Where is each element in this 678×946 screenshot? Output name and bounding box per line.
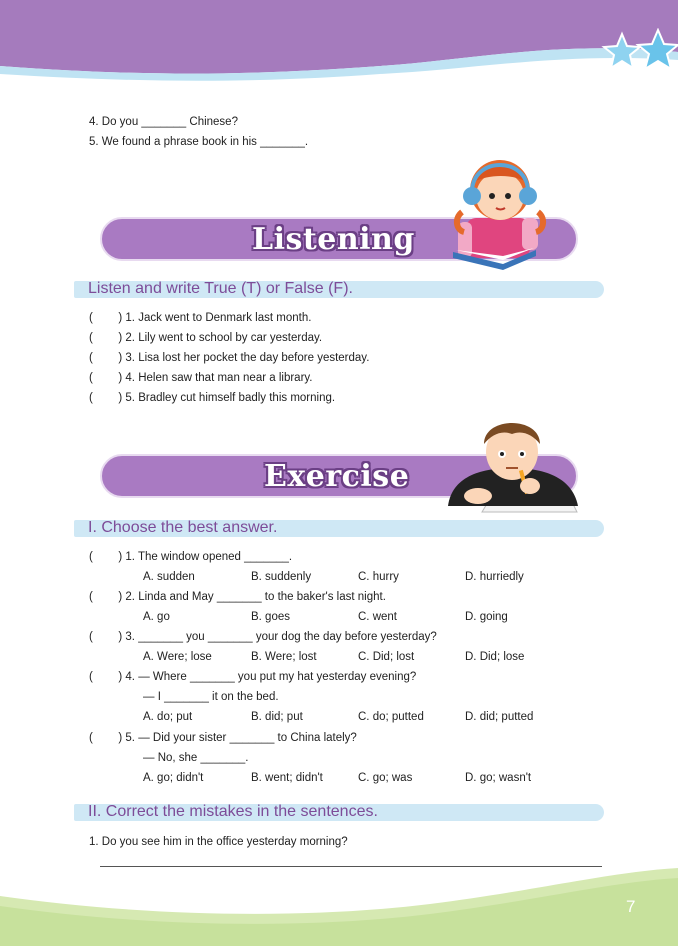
correction-item-1: 1. Do you see him in the office yesterday morning? [89, 836, 348, 848]
q2-option-d: D. going [465, 611, 508, 623]
q3-option-b: B. Were; lost [251, 651, 317, 663]
q1-option-d: D. hurriedly [465, 571, 524, 583]
q4-option-a: A. do; put [143, 711, 193, 723]
listening-item-5: ( ) 5. Bradley cut himself badly this morning. [89, 392, 336, 404]
q5-option-b: B. went; didn't [251, 772, 323, 784]
listening-item-1: ( ) 1. Jack went to Denmark last month. [89, 312, 312, 324]
star-icon [600, 28, 678, 83]
mc-question-5: ( ) 5. — Did your sister _______ to China lately? [89, 732, 357, 744]
page-number: 7 [626, 897, 636, 916]
exercise-title: Exercise [264, 459, 410, 494]
header-wave [0, 0, 678, 90]
mc-question-4: ( ) 4. — Where _______ you put my hat yesterday evening? [89, 671, 417, 683]
q4-option-b: B. did; put [251, 711, 303, 723]
listening-item-2: ( ) 2. Lily went to school by car yesterday. [89, 332, 323, 344]
section-1-bar [74, 520, 604, 537]
q5-option-d: D. go; wasn't [465, 772, 532, 784]
q1-option-c: C. hurry [358, 571, 399, 583]
mc-question-1: ( ) 1. The window opened _______. [89, 551, 293, 563]
section-2-bar [74, 804, 604, 821]
q1-option-b: B. suddenly [251, 571, 312, 583]
q2-option-c: C. went [358, 611, 397, 623]
q5-option-a: A. go; didn't [143, 772, 204, 784]
q3-option-a: A. Were; lose [143, 651, 212, 663]
section-1-title: I. Choose the best answer. [88, 519, 278, 536]
mc-question-2: ( ) 2. Linda and May _______ to the baker's last night. [89, 591, 386, 603]
question-4: 4. Do you _______ Chinese? [89, 116, 238, 128]
section-2-title: II. Correct the mistakes in the sentences. [88, 803, 378, 820]
girl-reading-illustration [448, 152, 558, 270]
listening-instruction-bar [74, 281, 604, 298]
q4-option-c: C. do; putted [358, 711, 424, 723]
q2-option-b: B. goes [251, 611, 290, 623]
footer-wave [0, 860, 678, 946]
listening-instruction: Listen and write True (T) or False (F). [88, 280, 353, 297]
q3-option-d: D. Did; lose [465, 651, 525, 663]
q3-option-c: C. Did; lost [358, 651, 415, 663]
listening-item-4: ( ) 4. Helen saw that man near a library. [89, 372, 313, 384]
question-5: 5. We found a phrase book in his _______. [89, 136, 309, 148]
mc-question-3: ( ) 3. _______ you _______ your dog the day before yesterday? [89, 631, 437, 643]
q2-option-a: A. go [143, 611, 170, 623]
q4-option-d: D. did; putted [465, 711, 534, 723]
boy-thinking-illustration [442, 416, 582, 514]
listening-item-3: ( ) 3. Lisa lost her pocket the day before yesterday. [89, 352, 370, 364]
q5-option-c: C. go; was [358, 772, 413, 784]
listening-title: Listening [252, 222, 415, 257]
q4-response: — I _______ it on the bed. [143, 691, 279, 703]
q1-option-a: A. sudden [143, 571, 195, 583]
q5-response: — No, she _______. [143, 752, 249, 764]
